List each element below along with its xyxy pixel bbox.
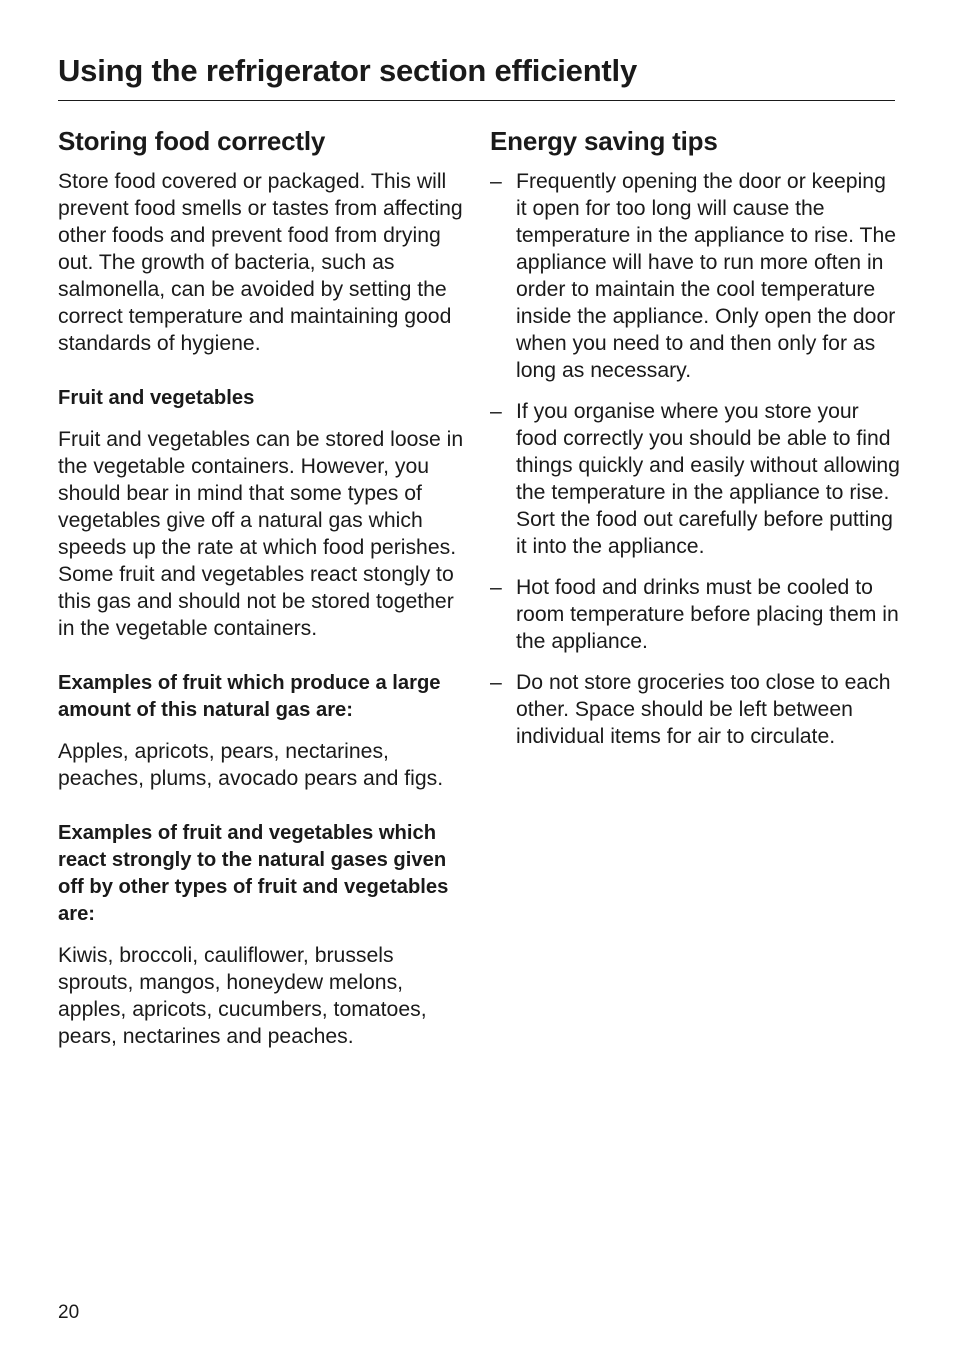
fruit-vegetables-text: Fruit and vegetables can be stored loose in the vegetable containers. However, you should bear in mind that some types of vegetables give off a natural gas which speeds up the rate at which food perishes. Some fruit and vegetables react stongly to this gas and should not be stored together in the vegetable containers.: [58, 428, 464, 640]
list-item: [490, 168, 900, 384]
tip-text: Hot food and drinks must be cooled to room temperature before placing them in the appliance.: [516, 576, 899, 653]
title-divider: [58, 100, 895, 101]
storing-food-column: [58, 124, 468, 1050]
list-item: [490, 398, 900, 560]
dash-bullet: –: [490, 671, 502, 694]
gas-producers-heading: Examples of fruit which produce a large amount of this natural gas are:: [58, 672, 441, 721]
gas-producers-text: Apples, apricots, pears, nectarines, peaches, plums, avocado pears and figs.: [58, 740, 444, 790]
dash-bullet: –: [490, 400, 502, 423]
storing-food-heading: Storing food correctly: [58, 126, 326, 156]
page-number: 20: [58, 1302, 80, 1323]
energy-tips-column: [490, 124, 900, 764]
energy-tips-list: [490, 168, 900, 750]
tip-text: Frequently opening the door or keeping it open for too long will cause the temperature in the appliance to rise. The appliance will have to run more often in order to maintain the cool temperature inside the appliance. Only open the door when you need to and then only for as long as necessary.: [516, 170, 897, 382]
storing-food-intro: Store food covered or packaged. This will prevent food smells or tastes from affecting other foods and prevent food from drying out. The growth of bacteria, such as salmonella, can be avoided by setting the correct temperature and maintaining good standards of hygiene.: [58, 170, 463, 355]
tip-text: If you organise where you store your food correctly you should be able to find things quickly and easily without allowing the temperature in the appliance to rise. Sort the food out carefully before putting it into the appliance.: [516, 400, 900, 558]
energy-tips-heading: Energy saving tips: [490, 126, 718, 156]
tip-text: Do not store groceries too close to each other. Space should be left between individual items for air to circulate.: [516, 671, 891, 748]
dash-bullet: –: [490, 576, 502, 599]
dash-bullet: –: [490, 170, 502, 193]
gas-sensitive-text: Kiwis, broccoli, cauliflower, brussels sprouts, mangos, honeydew melons, apples, apricots, cucumbers, tomatoes, pears, nectarines and peaches.: [58, 944, 427, 1048]
gas-sensitive-heading: Examples of fruit and vegetables which react strongly to the natural gases given off by other types of fruit and vegetables are:: [58, 822, 449, 925]
fruit-vegetables-heading: Fruit and vegetables: [58, 387, 255, 409]
list-item: [490, 574, 900, 655]
list-item: [490, 669, 900, 750]
page-title: Using the refrigerator section efficiently: [58, 53, 638, 88]
